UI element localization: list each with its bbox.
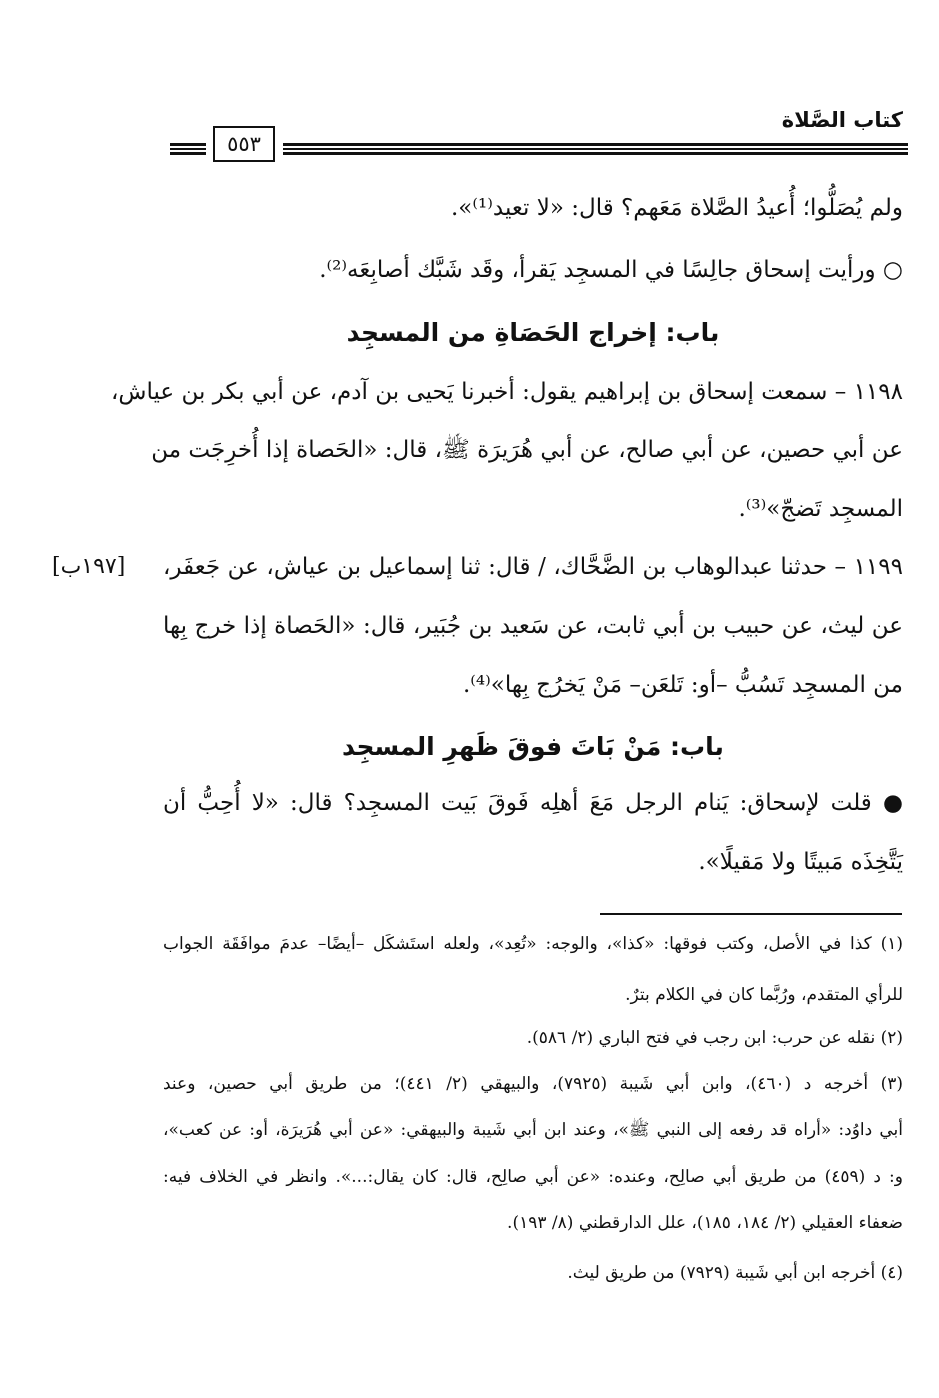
body-line: ● قلت لإسحاق: يَنام الرجل مَعَ أهلِه فَوقَ بَيت المسجِد؟ قال: «لا أُحِبُّ أن: [163, 790, 903, 816]
footnote-separator: [600, 913, 902, 915]
body-line: ○ ورأيت إسحاق جالِسًا في المسجِد يَقرأ، وقَد شَبَّك أصابِعَه⁽²⁾.: [319, 257, 903, 283]
footnote-line: (٤) أخرجه ابن أبي شَيبة (٧٩٢٩) من طريق ليث.: [567, 1263, 903, 1283]
folio-marker: [١٩٧ب]: [52, 554, 126, 579]
hadith-line: عن ليث، عن حبيب بن أبي ثابت، عن سَعيد بن جُبَير، قال: «الحَصاة إذا خرج بِها: [163, 613, 903, 639]
body-line: ولم يُصَلُّوا؛ أُعيدُ الصَّلاة مَعَهم؟ قال: «لا تعيد⁽¹⁾».: [450, 195, 903, 221]
hadith-line: ١١٩٩ – حدثنا عبدالوهاب بن الضَّحَّاك، / قال: ثنا إسماعيل بن عياش، عن جَعفَر،: [163, 554, 903, 580]
running-header-title: كتاب الصَّلاة: [781, 108, 903, 132]
hadith-line: المسجِد تَضجّ»⁽³⁾.: [738, 496, 903, 522]
hadith-line: من المسجِد تَسُبُّ –أو: تَلعَن– مَنْ يَخرُج بِها»⁽⁴⁾.: [462, 672, 903, 698]
header-rule: [283, 143, 908, 155]
page-number: ٥٥٣: [213, 126, 275, 162]
section-heading: باب: مَنْ بَاتَ فوقَ ظَهرِ المسجِد: [342, 732, 724, 761]
footnote-line: ضعفاء العقيلي (٢/ ١٨٤، ١٨٥)، علل الدارقطني (٨/ ١٩٣).: [507, 1213, 903, 1233]
footnote-line: (٢) نقله عن حرب: ابن رجب في فتح الباري (٢/ ٥٨٦).: [526, 1028, 903, 1048]
hadith-line: ١١٩٨ – سمعت إسحاق بن إبراهيم يقول: أخبرنا يَحيى بن آدم، عن أبي بكر بن عياش،: [110, 379, 903, 405]
hadith-line: عن أبي حصين، عن أبي صالح، عن أبي هُرَيرَة ﷺ، قال: «الحَصاة إذا أُخرِجَت من: [151, 437, 903, 463]
header-rule-short: [170, 143, 206, 155]
footnote-line: و: د (٤٥٩) من طريق أبي صالِح، وعنده: «عن أبي صالِح، قال: كان يقال:...». وانظر في الخلاف فيه:: [163, 1167, 903, 1187]
footnote-line: للرأي المتقدم، ورُبَّما كان في الكلام بترٌ.: [625, 985, 903, 1005]
body-line: يَتَّخِذَه مَبيتًا ولا مَقيلًا».: [698, 849, 903, 875]
footnote-line: (١) كذا في الأصل، وكتب فوقها: «كذا»، والوجه: «تُعِد»، ولعله استَشكَل –أيضًا– عدمَ موافَقَة الجواب: [163, 934, 903, 954]
footnote-line: أبي داوُد: «أراه قد رفعه إلى النبي ﷺ»، وعند ابن أبي شَيبة والبيهقي: «عن أبي هُرَيرَة، أو: عن كعب»،: [163, 1120, 903, 1140]
section-heading: باب: إخراج الحَصَاةِ من المسجِد: [346, 318, 720, 347]
footnote-line: (٣) أخرجه د (٤٦٠)، وابن أبي شَيبة (٧٩٢٥)، والبيهقي (٢/ ٤٤١)؛ من طريق أبي حصين، وعند: [163, 1074, 904, 1094]
